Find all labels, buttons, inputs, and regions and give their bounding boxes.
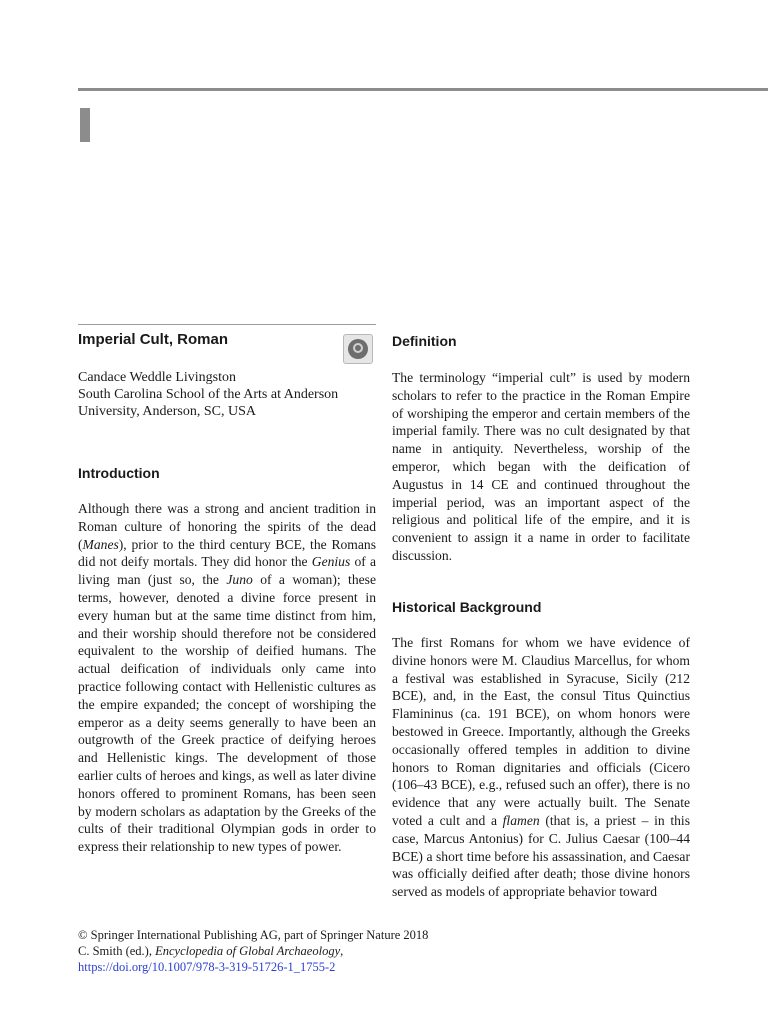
entry-title: Imperial Cult, Roman [78, 331, 229, 348]
definition-heading: Definition [392, 333, 457, 349]
historical-background-paragraph [392, 634, 690, 901]
introduction-paragraph [78, 500, 376, 856]
author-affiliation-line-1: South Carolina School of the Arts at Anderson [78, 387, 339, 402]
intro-text-4: of a woman); these terms, however, denoted a divine force present in every human but at the same time distinct from him, and their worship should therefore not be considered equivalent to the worship of deified humans. The actual deification of individuals only came into practice following contact with Hellenistic cultures as the empire expanded; the concept of worshiping the emperor as a deity seems generally to have been an outgrowth of the Greek practice of deifying heroes and Hellenistic kings. The development of those earlier cults of heroes and kings, as well as later divine honors offered to prominent Romans, has been seen by modern scholars as adaptation by the Greeks of the cults of their traditional Olympian gods in order to express their relationship to new types of power. [78, 572, 376, 855]
intro-term-manes: Manes [82, 536, 119, 552]
editor-text: C. Smith (ed.), [78, 944, 156, 958]
intro-term-genius: Genius [311, 554, 351, 570]
intro-term-juno: Juno [226, 572, 253, 588]
author-name: Candace Weddle Livingston [78, 370, 237, 385]
editor-line [78, 943, 478, 959]
header-rule [78, 88, 768, 91]
introduction-heading: Introduction [78, 465, 160, 481]
copyright-line: © Springer International Publishing AG, part of Springer Nature 2018 [78, 928, 429, 942]
intro-text-1: Although there was a strong and ancient tradition in Roman culture of honoring the spirits of the dead ( [78, 501, 376, 552]
author-affiliation-line-2: University, Anderson, SC, USA [78, 404, 256, 419]
hist-text-2: (that is, a priest – in this case, Marcus Antonius) for C. Julius Caesar (100–44 BCE) a short time before his assassination, and Caesar was officially deified after death; those divine honors served as models of appropriate behavior toward [392, 812, 690, 900]
hist-text-1: The first Romans for whom we have evidence of divine honors were M. Claudius Marcellus, for whom a festival was established in Syracuse, Sicily (212 BCE), and, in the East, the consul Titus Quinctius Flamininus (ca. 191 BCE), on whom honors were bestowed in Greece. Importantly, although the Greeks occasionally offered temples in addition to divine honors to Roman dignitaries and officials (Cicero (106–43 BCE), e.g., refused such an offer), there is no evidence that any were actually built. The Senate voted a cult and a [392, 635, 690, 828]
intro-text-3: of a living man (just so, the [78, 554, 377, 588]
author-block [78, 369, 376, 420]
crossmark-update-icon[interactable] [343, 334, 373, 364]
title-rule [78, 324, 376, 325]
citation-footer [78, 927, 478, 975]
historical-background-heading: Historical Background [392, 599, 542, 615]
doi-link[interactable]: https://doi.org/10.1007/978-3-319-51726-1_1755-2 [78, 960, 336, 974]
editor-comma: , [340, 944, 344, 958]
definition-paragraph: The terminology “imperial cult” is used by modern scholars to refer to the practice in the Roman Empire of worshiping the emperor and certain members of the imperial family. There was no cult designated by that name in antiquity. Nevertheless, worship of the emperor, which began with the deification of Augustus in 14 CE and continued throughout the imperial period, was an important aspect of the religious and political life of the empire, and it is convenient to assign it a name in order to facilitate discussion. [392, 370, 690, 563]
intro-text-2: ), prior to the third century BCE, the Romans did not deify mortals. They did honor the [78, 536, 376, 570]
encyclopedia-title: Encyclopedia of Global Archaeology [155, 944, 341, 958]
section-letter-marker [80, 108, 90, 142]
hist-term-flamen: flamen [502, 812, 540, 828]
crossmark-glyph [348, 339, 368, 359]
